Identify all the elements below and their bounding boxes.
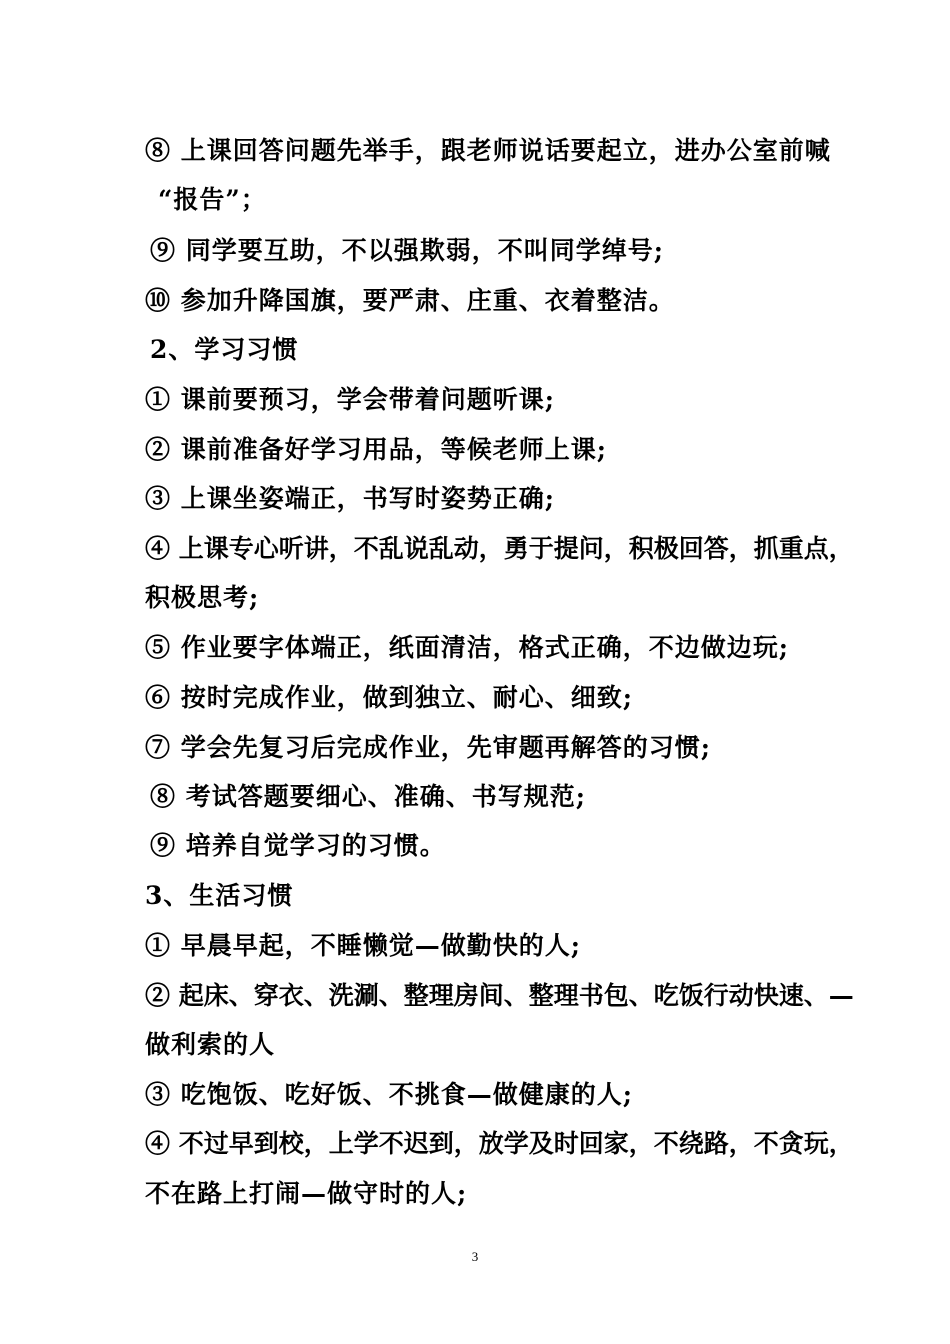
living-rule-4-continuation: 不在路上打闹—做守时的人;: [145, 1179, 468, 1208]
page-number: 3: [471, 1249, 479, 1264]
living-rule-3: ③ 吃饱饭、吃好饭、不挑食—做健康的人;: [145, 1080, 633, 1109]
rule-10-flag-ceremony: ⑩ 参加升降国旗，要严肃、庄重、衣着整洁。: [145, 286, 675, 315]
study-rule-9: ⑨ 培养自觉学习的习惯。: [150, 831, 446, 860]
section-heading-living-habits: 3、生活习惯: [145, 881, 294, 910]
section-heading-study-habits: 2、学习习惯: [150, 335, 299, 364]
living-rule-2-continuation: 做利索的人: [145, 1030, 276, 1059]
study-rule-5: ⑤ 作业要字体端正，纸面清洁，格式正确，不边做边玩;: [145, 633, 789, 662]
rule-8-classroom-etiquette: ⑧ 上课回答问题先举手，跟老师说话要起立，进办公室前喊: [145, 136, 831, 165]
study-rule-4-continuation: 积极思考;: [145, 583, 260, 612]
study-rule-8: ⑧ 考试答题要细心、准确、书写规范;: [150, 782, 586, 811]
living-rule-4: ④ 不过早到校，上学不迟到，放学及时回家，不绕路，不贪玩，: [145, 1129, 854, 1158]
living-rule-1: ① 早晨早起，不睡懒觉—做勤快的人;: [145, 931, 581, 960]
study-rule-2: ② 课前准备好学习用品，等候老师上课;: [145, 435, 607, 464]
study-rule-7: ⑦ 学会先复习后完成作业，先审题再解答的习惯;: [145, 733, 711, 762]
study-rule-3: ③ 上课坐姿端正，书写时姿势正确;: [145, 484, 555, 513]
living-rule-2: ② 起床、穿衣、洗涮、整理房间、整理书包、吃饭行动快速、—: [145, 981, 854, 1010]
study-rule-4: ④ 上课专心听讲，不乱说乱动，勇于提问，积极回答，抓重点，: [145, 534, 854, 563]
rule-8-continuation: “报告”；: [158, 185, 267, 214]
study-rule-1: ① 课前要预习，学会带着问题听课;: [145, 385, 555, 414]
study-rule-6: ⑥ 按时完成作业，做到独立、耐心、细致;: [145, 683, 633, 712]
rule-9-mutual-help: ⑨ 同学要互助，不以强欺弱，不叫同学绰号;: [150, 236, 664, 265]
